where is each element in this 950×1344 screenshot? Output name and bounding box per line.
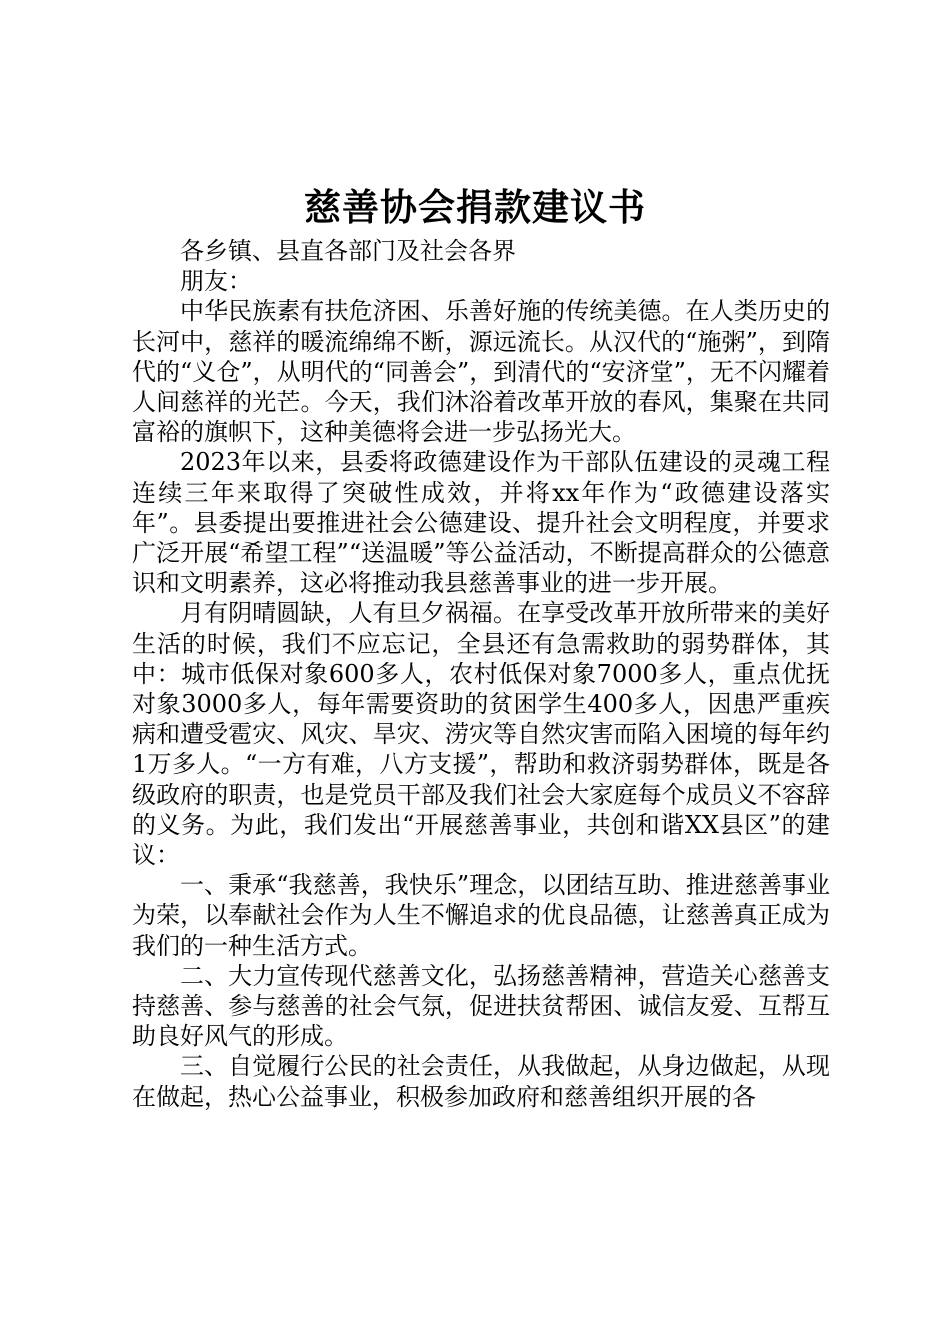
paragraph: 一、秉承“我慈善，我快乐”理念，以团结互助、推进慈善事业为荣，以奉献社会作为人生不懈追求的优良品德，让慈善真正成为我们的一种生活方式。 bbox=[132, 871, 830, 960]
paragraph: 三、自觉履行公民的社会责任，从我做起，从身边做起，从现在做起，热心公益事业，积极参加政府和慈善组织开展的各 bbox=[132, 1052, 830, 1111]
paragraph: 月有阴晴圆缺，人有旦夕祸福。在享受改革开放所带来的美好生活的时候，我们不应忘记，全县还有急需救助的弱势群体，其中：城市低保对象600多人，农村低保对象7000多人，重点优抚对象3000多人，每年需要资助的贫困学生400多人，因患严重疾病和遭受雹灾、风灾、旱灾、涝灾等自然灾害而陷入困境的每年约1万多人。“一方有难，八方支援”，帮助和救济弱势群体，既是各级政府的职责，也是党员干部及我们社会大家庭每个成员义不容辞的义务。为此，我们发出“开展慈善事业，共创和谐XX县区”的建议： bbox=[132, 599, 830, 870]
salutation-line: 各乡镇、县直各部门及社会各界 bbox=[180, 237, 516, 265]
paragraph: 2023年以来，县委将政德建设作为干部队伍建设的灵魂工程连续三年来取得了突破性成效，并将xx年作为“政德建设落实年”。县委提出要推进社会公德建设、提升社会文明程度，并要求广泛开展“希望工程”“送温暖”等公益活动，不断提高群众的公德意识和文明素养，这必将推动我县慈善事业的进一步开展。 bbox=[132, 448, 830, 598]
salutation-line: 朋友： bbox=[180, 267, 252, 296]
document-body bbox=[132, 236, 830, 1112]
paragraph: 二、大力宣传现代慈善文化，弘扬慈善精神，营造关心慈善支持慈善、参与慈善的社会气氛，促进扶贫帮困、诚信友爱、互帮互助良好风气的形成。 bbox=[132, 961, 830, 1051]
document-title: 慈善协会捐款建议书 bbox=[304, 186, 646, 229]
paragraph: 中华民族素有扶危济困、乐善好施的传统美德。在人类历史的长河中，慈祥的暖流绵绵不断，源远流长。从汉代的“施粥”，到隋代的“义仓”，从明代的“同善会”，到清代的“安济堂”，无不闪耀着人间慈祥的光芒。今天，我们沐浴着改革开放的春风，集聚在共同富裕的旗帜下，这种美德将会进一步弘扬光大。 bbox=[132, 297, 830, 447]
